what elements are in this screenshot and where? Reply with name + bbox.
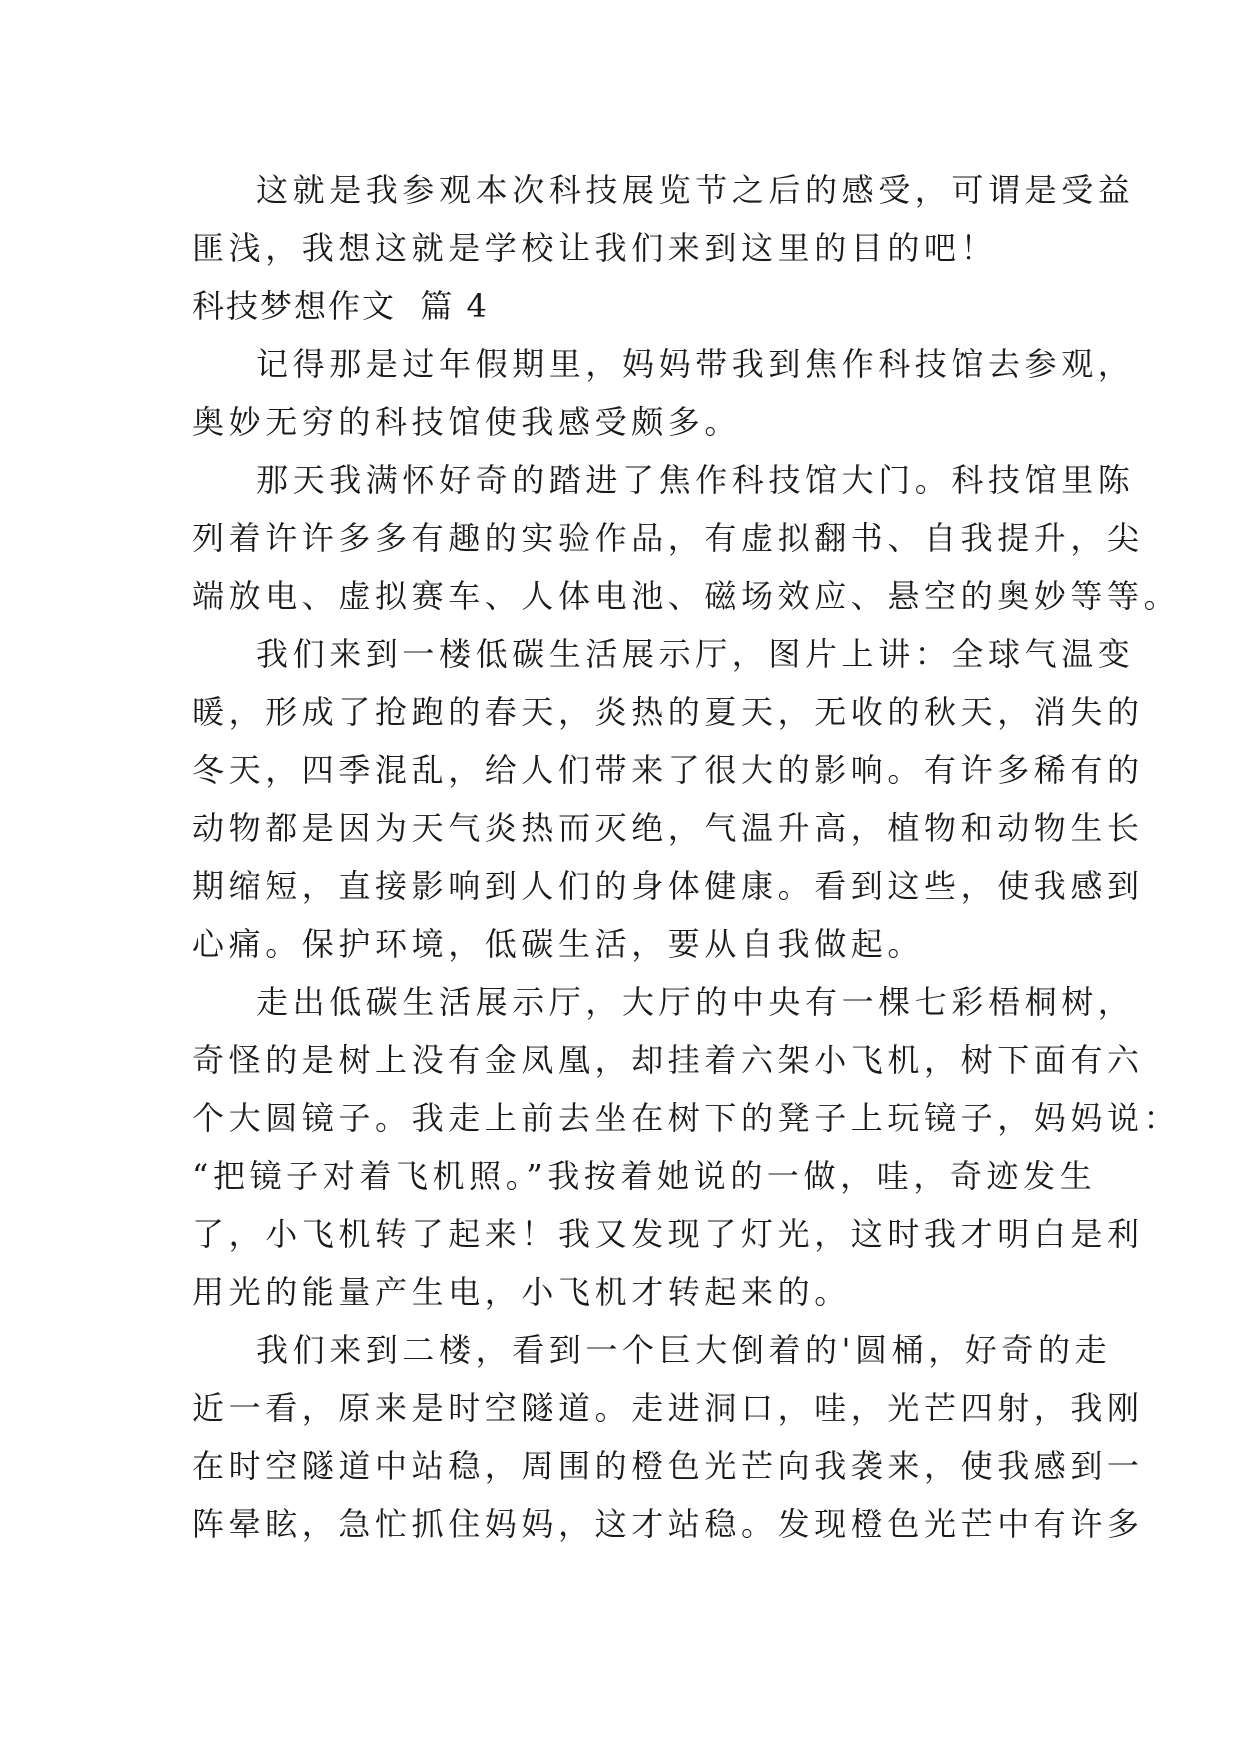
text-line: 奥妙无穷的科技馆使我感受颇多。 [192, 403, 742, 441]
paragraph [192, 1321, 1144, 1553]
text-line: 端放电、虚拟赛车、人体电池、磁场效应、悬空的奥妙等等。 [192, 577, 1181, 615]
paragraph [192, 335, 1135, 451]
text-line: 奇怪的是树上没有金凤凰，却挂着六架小飞机，树下面有六 [192, 1041, 1144, 1079]
text-line: 了，小飞机转了起来！我又发现了灯光，这时我才明白是利 [192, 1215, 1144, 1253]
text-line: 列着许许多多有趣的实验作品，有虚拟翻书、自我提升，尖 [192, 519, 1144, 557]
paragraph [192, 451, 1181, 625]
text-line: 记得那是过年假期里，妈妈带我到焦作科技馆去参观， [256, 345, 1135, 383]
text-line: 那天我满怀好奇的踏进了焦作科技馆大门。科技馆里陈 [256, 461, 1135, 499]
text-line: “把镜子对着飞机照。”我按着她说的一做，哇，奇迹发生 [192, 1157, 1097, 1195]
section-heading [192, 277, 1072, 335]
text-line: 暖，形成了抢跑的春天，炎热的夏天，无收的秋天，消失的 [192, 693, 1144, 731]
text-line: 我们来到一楼低碳生活展示厅，图片上讲：全球气温变 [256, 635, 1135, 673]
text-line: 这就是我参观本次科技展览节之后的感受，可谓是受益 [256, 171, 1135, 209]
text-line: 阵晕眩，急忙抓住妈妈，这才站稳。发现橙色光芒中有许多 [192, 1505, 1144, 1543]
text-line: 期缩短，直接影响到人们的身体健康。看到这些，使我感到 [192, 867, 1144, 905]
text-line: 我们来到二楼，看到一个巨大倒着的'圆桶，好奇的走 [256, 1331, 1112, 1369]
paragraph [192, 973, 1181, 1321]
heading-text: 科技梦想作文 篇 4 [192, 287, 489, 325]
paragraph [192, 161, 1135, 277]
text-line: 近一看，原来是时空隧道。走进洞口，哇，光芒四射，我刚 [192, 1389, 1144, 1427]
text-line: 冬天，四季混乱，给人们带来了很大的影响。有许多稀有的 [192, 751, 1144, 789]
text-line: 走出低碳生活展示厅，大厅的中央有一棵七彩梧桐树， [256, 983, 1135, 1021]
text-line: 心痛。保护环境，低碳生活，要从自我做起。 [192, 925, 925, 963]
text-line: 用光的能量产生电，小飞机才转起来的。 [192, 1273, 851, 1311]
text-line: 匪浅，我想这就是学校让我们来到这里的目的吧！ [192, 229, 998, 267]
text-line: 在时空隧道中站稳，周围的橙色光芒向我袭来，使我感到一 [192, 1447, 1144, 1485]
text-line: 个大圆镜子。我走上前去坐在树下的凳子上玩镜子，妈妈说： [192, 1099, 1181, 1137]
text-line: 动物都是因为天气炎热而灭绝，气温升高，植物和动物生长 [192, 809, 1144, 847]
document-body [192, 161, 1181, 1553]
paragraph [192, 625, 1144, 973]
